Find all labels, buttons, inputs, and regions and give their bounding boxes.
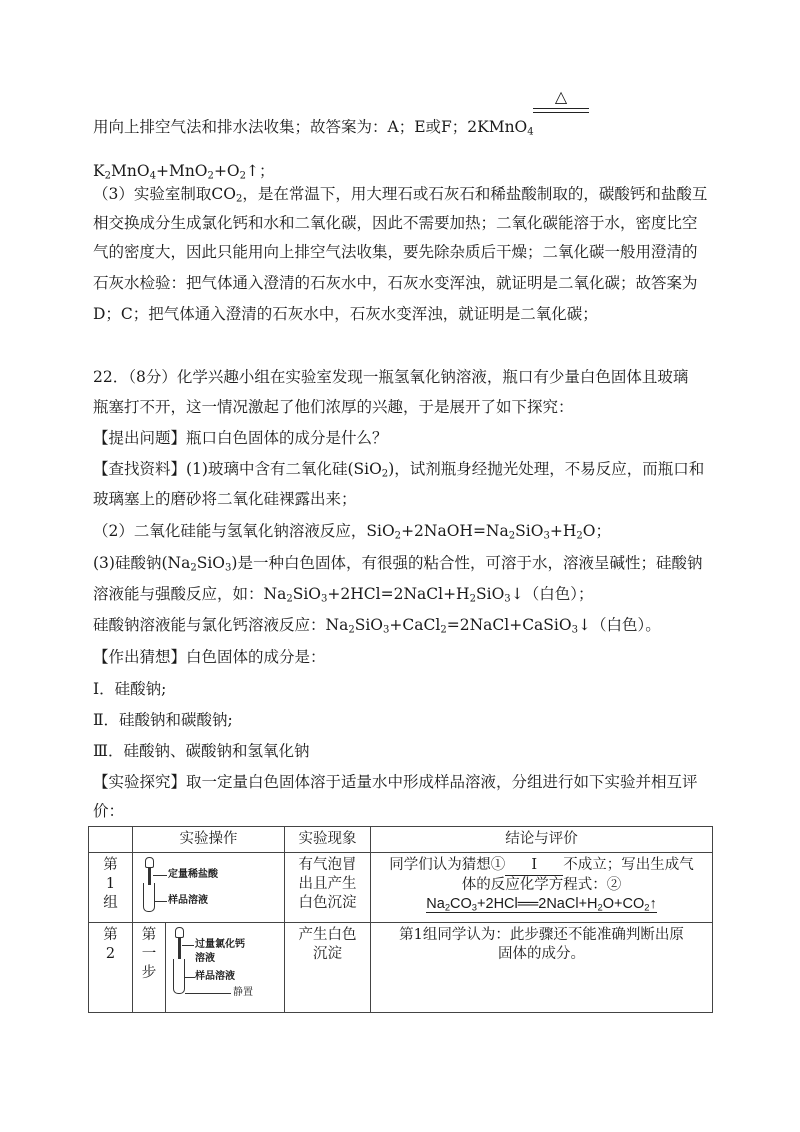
- settle-label: 静置: [233, 987, 253, 998]
- question-heading: 【提出问题】瓶口白色固体的成分是什么？: [93, 429, 388, 447]
- leader-line: [153, 875, 167, 876]
- answer-equation: $Na_2CO_3+2HCl══2NaCl+H_2O+CO_2↑$: [426, 896, 657, 913]
- info-line: 【查找资料】(1)玻璃中含有二氧化硅(SiO$_2$)，试剂瓶身经抛光处理，不易反应，而瓶口和: [93, 460, 705, 480]
- text-line: 用向上排空气法和排水法收集；故答案为：A；E或F；2KMnO$_4$: [93, 118, 534, 138]
- heat-symbol: △: [554, 87, 568, 106]
- info-line: 玻璃塞上的磨砂将二氧化硅裸露出来；: [93, 490, 357, 508]
- phenomenon-cell: 产生白色 沉淀: [285, 923, 371, 1013]
- text-line: 石灰水检验：把气体通入澄清的石灰水中，石灰水变浑浊，就证明是二氧化碳；故答案为: [93, 274, 698, 292]
- reagent-label: 定量稀盐酸: [168, 869, 218, 880]
- reaction-condition: [533, 88, 589, 113]
- info-line: （2）二氧化硅能与氢氧化钠溶液反应，$SiO_2+2NaOH=Na_2SiO_3+H_2O$；: [93, 522, 611, 542]
- leader-line: [185, 977, 195, 978]
- double-bar: [533, 108, 589, 113]
- experiment-table: [88, 826, 713, 1013]
- info-line: 硅酸钠溶液能与氯化钙溶液反应：$Na_2SiO_3+CaCl_2=2NaCl+CaSiO_3↓$（白色）。: [93, 616, 661, 636]
- guess-item: Ⅱ．硅酸钠和碳酸钠;: [93, 711, 233, 729]
- test-tube-diagram: [135, 855, 282, 919]
- test-tube-icon: [173, 959, 185, 994]
- header-cell: 实验现象: [285, 827, 371, 853]
- group-cell: 第 1 组: [89, 853, 133, 923]
- conclusion-cell: 第1组同学认为：此步骤还不能准确判断出原 固体的成分。: [371, 923, 713, 1013]
- question-intro: 22．（8分）化学兴趣小组在实验室发现一瓶氢氧化钠溶液，瓶口有少量白色固体且玻璃: [93, 368, 689, 386]
- phenomenon-cell: 有气泡冒 出且产生 白色沉淀: [285, 853, 371, 923]
- info-line: 溶液能与强酸反应，如：$Na_2SiO_3+2HCl=2NaCl+H_2SiO_3↓$（白色）；: [93, 585, 594, 605]
- operation-cell: [133, 853, 285, 923]
- answer-blank: Ⅰ: [505, 856, 563, 876]
- table-row: [89, 923, 713, 1013]
- step-cell: 第 一 步: [133, 923, 166, 1012]
- group-cell: 第 2: [89, 923, 133, 1013]
- guess-item: Ⅲ．硅酸钠、碳酸钠和氢氧化钠: [93, 742, 310, 760]
- operation-cell: [133, 923, 285, 1013]
- explore-line: 【实验探究】取一定量白色固体溶于适量水中形成样品溶液，分组进行如下实验并相互评: [93, 773, 698, 791]
- text-line: 相交换成分生成氯化钙和水和二氧化碳，因此不需要加热；二氧化碳能溶于水，密度比空: [93, 214, 698, 232]
- text-line: （3）实验室制取$CO_2$，是在常温下，用大理石或石灰石和稀盐酸制取的，碳酸钙和盐酸互: [93, 185, 708, 205]
- guess-heading: 【作出猜想】白色固体的成分是：: [93, 648, 326, 666]
- table-row: [89, 853, 713, 923]
- leader-line: [155, 901, 167, 902]
- conclusion-cell: 同学们认为猜想① Ⅰ 不成立；写出生成气 体的反应化学方程式：② $Na_2CO_3+2HCl══2NaCl+H_2O+CO_2↑$: [371, 853, 713, 923]
- leader-line: [182, 945, 194, 946]
- dropper-icon: [178, 937, 181, 959]
- table-header-row: [89, 827, 713, 853]
- leader-line: [185, 993, 231, 994]
- test-tube-diagram: [167, 925, 283, 1009]
- reagent-label: 溶液: [195, 953, 215, 964]
- info-line: (3)硅酸钠$(Na_2SiO_3)$是一种白色固体，有很强的粘合性，可溶于水，溶液呈碱性；硅酸钠: [93, 554, 703, 574]
- test-tube-icon: [143, 883, 155, 912]
- question-intro: 瓶塞打不开，这一情况激起了他们浓厚的兴趣，于是展开了如下探究：: [93, 398, 574, 416]
- guess-item: Ⅰ．硅酸钠;: [93, 680, 167, 698]
- header-cell: [89, 827, 133, 853]
- explore-line: 价：: [93, 802, 125, 820]
- sample-label: 样品溶液: [168, 895, 208, 906]
- header-cell: 结论与评价: [371, 827, 713, 853]
- reagent-label: 过量氯化钙: [195, 939, 245, 950]
- text-line: D；C；把气体通入澄清的石灰水中，石灰水变浑浊，就证明是二氧化碳；: [93, 305, 598, 323]
- text-line: $K_2MnO_4+MnO_2+O_2↑$；: [93, 162, 275, 182]
- sample-label: 样品溶液: [195, 971, 235, 982]
- header-cell: 实验操作: [133, 827, 285, 853]
- text-line: 气的密度大，因此只能用向上排空气法收集，要先除杂质后干燥；二氧化碳一般用澄清的: [93, 243, 698, 261]
